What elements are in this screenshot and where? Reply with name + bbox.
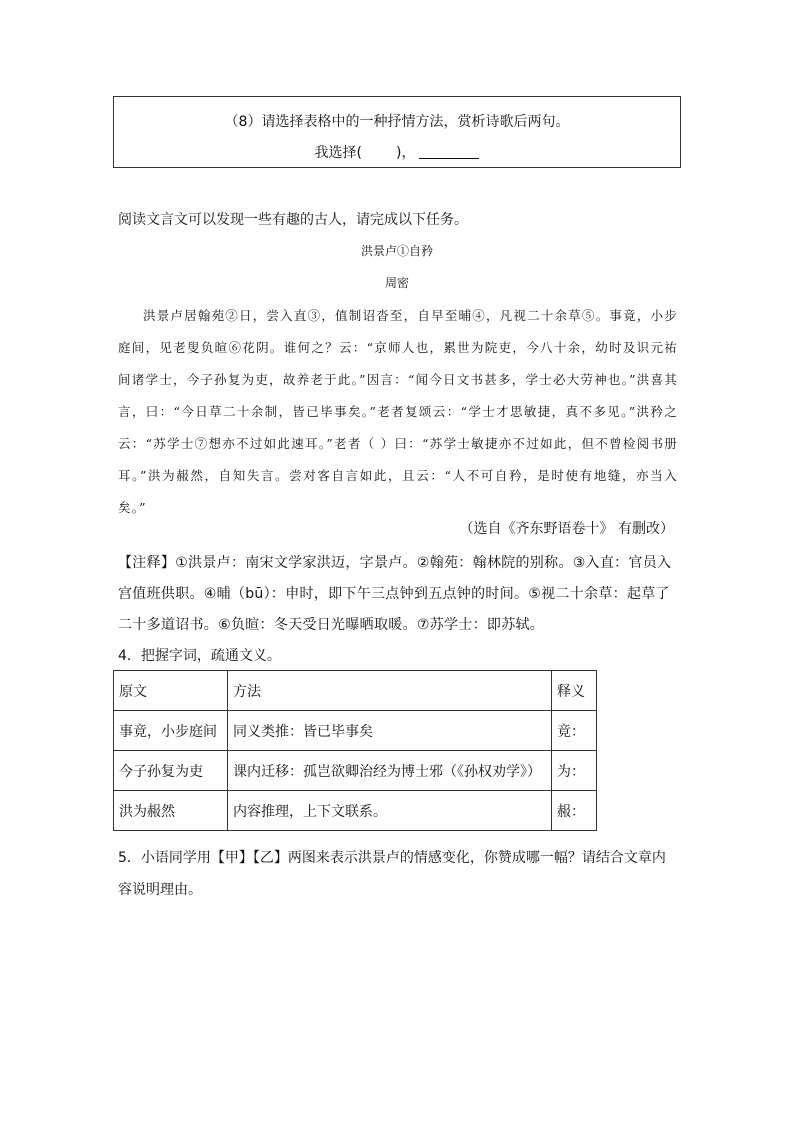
row-meaning-answer[interactable]: 赧： (552, 791, 597, 831)
header-method: 方法 (228, 671, 552, 711)
question-8-box (113, 96, 681, 168)
passage-author: 周密 (384, 276, 409, 290)
table-row (114, 711, 597, 751)
question-4-prompt: 4．把握字词，疏通文义。 (118, 648, 281, 664)
annotations: 【注释】①洪景卢：南宋文学家洪迈，字景卢。②翰苑：翰林院的别称。③入直：官员入宫值班供职。④晡（bū）：申时，即下午三点钟到五点钟的时间。⑤视二十余草：起草了二十多道诏书。⑥负暄：冬天受日光曝晒取暖。⑦苏学士：即苏轼。 (118, 555, 672, 633)
passage-source: （选自《齐东野语卷十》 有删改） (459, 521, 674, 537)
row-original: 事竟，小步庭间 (114, 711, 228, 751)
header-original: 原文 (114, 671, 228, 711)
vocab-table (113, 670, 597, 831)
passage-text: 洪景卢居翰苑②日，尝入直③，值制诏沓至，自早至晡④，凡视二十余草⑤。事竟，小步庭间，见老叟负暄⑥花阴。谁何之？云：“京师人也，累世为院吏，今八十余，幼时及识元祐间诸学士，今子孙复为吏，故养老于此。”因言：“闻今日文书甚多，学士必大劳神也。”洪喜其言，曰：“今日草二十余制，皆已毕事矣。”老者复颂云：“学士才思敏捷，真不多见。”洪矜之云：“苏学士⑦想亦不过如此速耳。”老者（ ）曰：“苏学士敏捷亦不过如此，但不曾检阅书册耳。”洪为赧然，自知失言。尝对客自言如此，且云：“人不可自矜，是时使有地缝，亦当入矣。” (118, 308, 678, 515)
header-meaning: 释义 (552, 671, 597, 711)
question-8-prompt: （8）请选择表格中的一种抒情方法，赏析诗歌后两句。 (224, 114, 570, 130)
question-8-answer-line (114, 142, 680, 162)
row-method: 内容推理，上下文联系。 (228, 791, 552, 831)
answer-prefix: 我选择( (314, 145, 362, 161)
table-row (114, 751, 597, 791)
row-original: 今子孙复为吏 (114, 751, 228, 791)
answer-blank[interactable] (419, 144, 479, 159)
question-5-prompt: 5．小语同学用【甲】【乙】两图来表示洪景卢的情感变化，你赞成哪一幅？请结合文章内容说明理由。 (118, 850, 666, 898)
section-intro: 阅读文言文可以发现一些有趣的古人，请完成以下任务。 (118, 212, 468, 228)
classical-passage (118, 300, 678, 524)
row-original: 洪为赧然 (114, 791, 228, 831)
passage-title: 洪景卢①自矜 (360, 244, 433, 258)
row-method: 同义类推：皆已毕事矣 (228, 711, 552, 751)
table-header-row (114, 671, 597, 711)
row-meaning-answer[interactable]: 竟： (552, 711, 597, 751)
table-row (114, 791, 597, 831)
row-meaning-answer[interactable]: 为： (552, 751, 597, 791)
answer-mid: )， (396, 145, 416, 161)
row-method: 课内迁移：孤岂欲卿治经为博士邪（《孙权劝学》） (228, 751, 552, 791)
